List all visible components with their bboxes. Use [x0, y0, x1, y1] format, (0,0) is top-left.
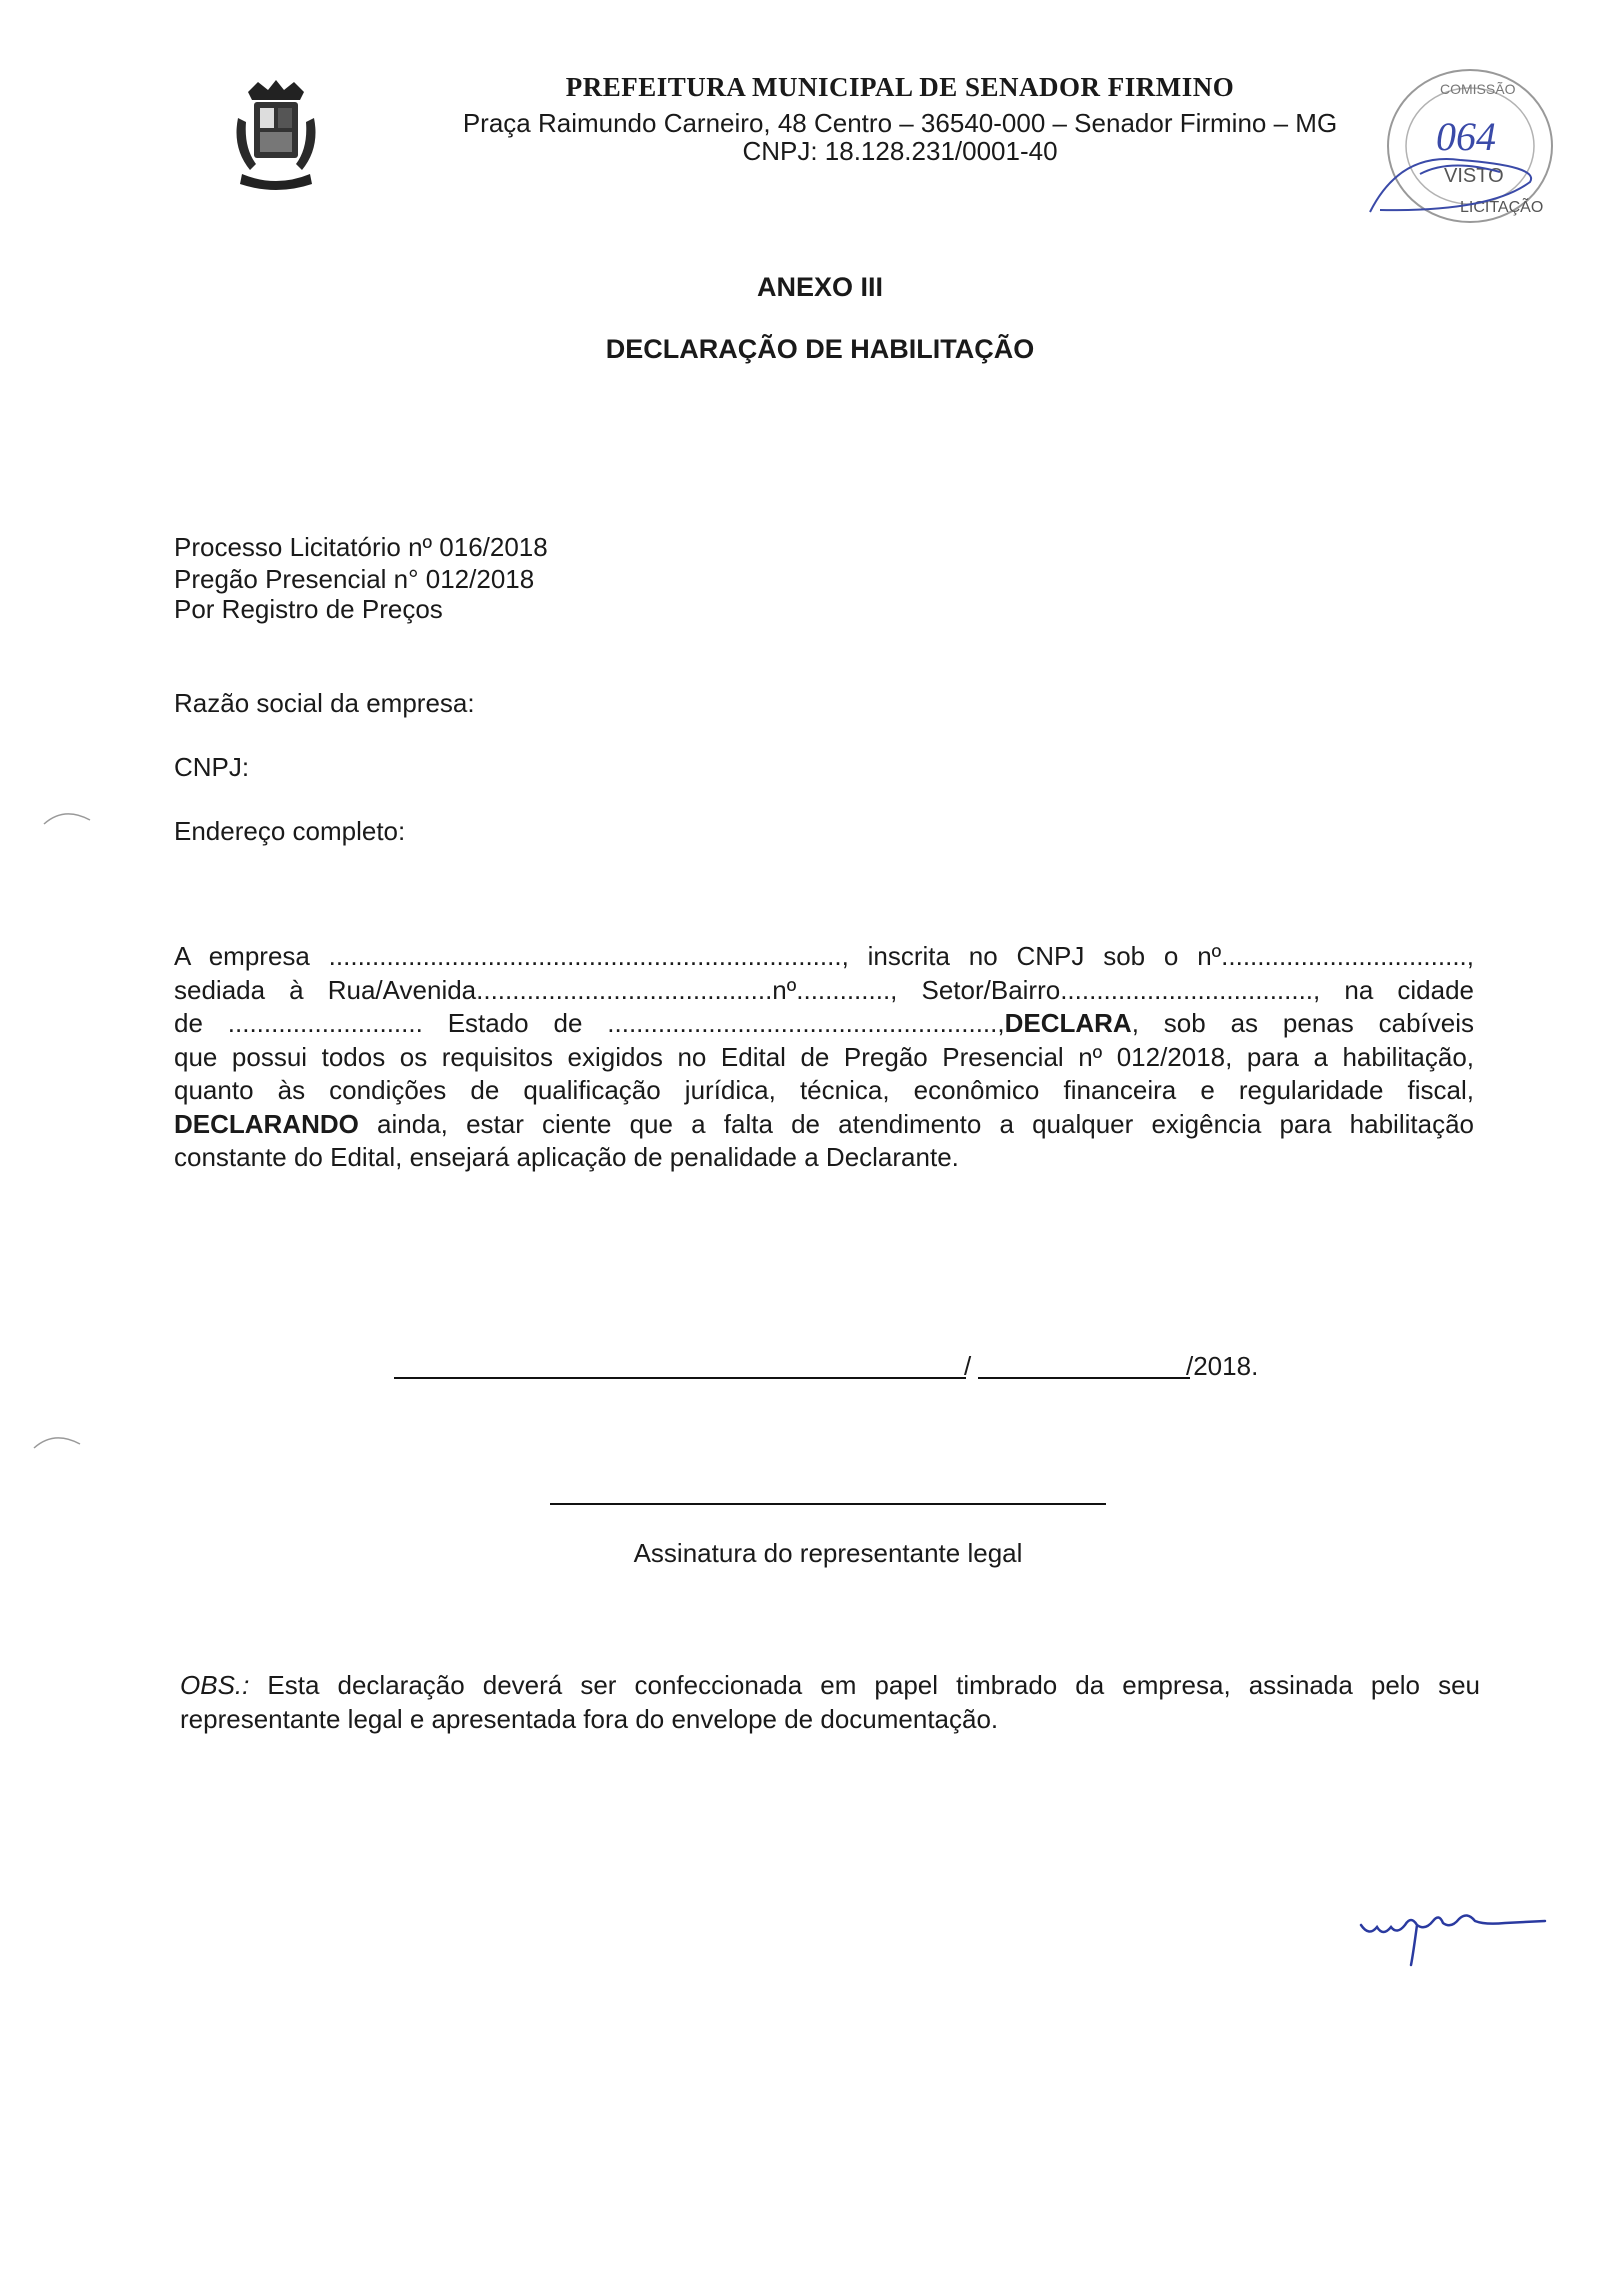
declaration-line	[174, 1007, 1474, 1041]
signature-label: Assinatura do representante legal	[633, 1538, 1023, 1568]
scan-mark-icon	[40, 800, 100, 830]
date-place-line	[394, 1377, 966, 1379]
declaration-line: sediada à Rua/Avenida.........................................nº............., Setor/Bairro..................................., na cidade	[174, 974, 1474, 1005]
date-day-line	[978, 1377, 1190, 1379]
stamp-visto-text: VISTO	[1444, 165, 1504, 187]
org-address: Praça Raimundo Carneiro, 48 Centro – 36540-000 – Senador Firmino – MG	[462, 108, 1338, 138]
declaration-line: constante do Edital, ensejará aplicação de penalidade a Declarante.	[174, 1142, 959, 1172]
declaration-title: DECLARAÇÃO DE HABILITAÇÃO	[605, 334, 1035, 364]
declaration-line: que possui todos os requisitos exigidos no Edital de Pregão Presencial nº 012/2018, para a habilitação,	[174, 1041, 1474, 1072]
stamp-top-text: COMISSÃO	[1440, 81, 1516, 97]
signature-line	[550, 1503, 1106, 1505]
stamp-number: 064	[1436, 114, 1496, 159]
declaration-line: quanto às condições de qualificação jurídica, técnica, econômico financeira e regularidade fiscal,	[174, 1075, 1474, 1105]
auction-number: Pregão Presencial n° 012/2018	[174, 564, 535, 594]
visto-stamp	[1340, 62, 1560, 242]
observation-note	[180, 1668, 1480, 1736]
scan-mark-icon	[30, 1424, 90, 1454]
declaration-segment: ainda, estar ciente que a falta de atendimento a qualquer exigência para habilitação	[358, 1108, 1474, 1139]
org-name: PREFEITURA MUNICIPAL DE SENADOR FIRMINO	[565, 72, 1235, 102]
address-field: Endereço completo:	[174, 816, 406, 846]
handwritten-initials-icon	[1355, 1895, 1555, 1975]
registration-type: Por Registro de Preços	[174, 594, 443, 624]
declaration-paragraph	[174, 940, 1474, 1175]
cnpj-field: CNPJ:	[174, 752, 250, 782]
obs-text: Esta declaração deverá ser confeccionada em papel timbrado da empresa, assinada pelo seu representante legal e apresentada fora do envelope de documentação.	[180, 1670, 1480, 1734]
declaration-segment: , sob as penas cabíveis	[1131, 1008, 1474, 1038]
org-cnpj: CNPJ: 18.128.231/0001-40	[742, 136, 1058, 166]
declaration-segment: de ........................... Estado de ......................................................,	[174, 1008, 1005, 1038]
stamp-footer-text: LICITAÇÃO	[1460, 199, 1544, 216]
obs-prefix: OBS.:	[180, 1670, 250, 1700]
declarando-bold: DECLARANDO	[174, 1108, 359, 1139]
company-name-field: Razão social da empresa:	[174, 688, 475, 718]
coat-of-arms-icon	[228, 78, 324, 196]
declaration-line	[174, 1108, 1474, 1142]
annex-title: ANEXO III	[756, 272, 884, 302]
declara-bold: DECLARA	[1004, 1008, 1132, 1038]
date-separator: /	[964, 1351, 972, 1381]
date-year: /2018.	[1186, 1351, 1259, 1381]
declaration-line: A empresa ......................................................................., inscrita no CNPJ sob o nº..................................,	[174, 941, 1474, 971]
process-number: Processo Licitatório nº 016/2018	[174, 532, 548, 562]
